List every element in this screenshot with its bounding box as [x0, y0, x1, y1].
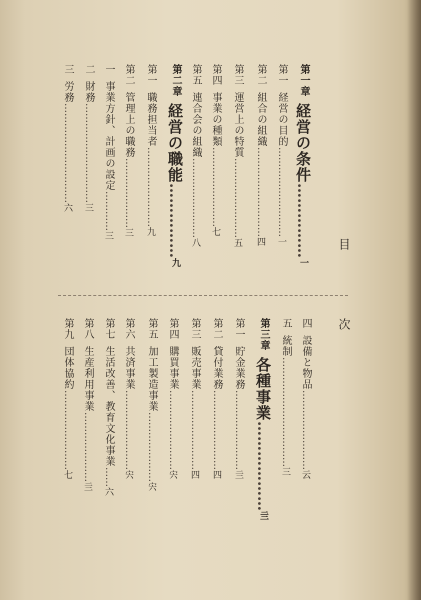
toc-entry-title: 購買事業 [167, 346, 178, 390]
toc-entry-title: 共済事業 [123, 346, 134, 390]
toc-entry-leader: …… [103, 467, 114, 487]
toc-entry-page: 七 [62, 470, 72, 480]
toc-entry-leader: …………………… [233, 390, 244, 470]
toc-entry-number: 五 [280, 318, 291, 329]
toc-entry-page: 亖 [82, 482, 92, 492]
toc-entry-lower-2 [255, 318, 270, 521]
toc-entry-upper-6 [167, 64, 182, 268]
toc-entry-lower-7 [146, 318, 156, 492]
toc-entry-number: 三 [62, 64, 73, 75]
toc-entry-lower-3 [233, 318, 243, 480]
toc-entry-upper-2 [255, 64, 265, 247]
toc-entry-page: 八 [190, 238, 200, 248]
toc-entry-upper-3 [232, 64, 242, 248]
toc-entry-title: 財務 [83, 81, 94, 103]
toc-entry-lower-0 [300, 318, 310, 480]
toc-entry-number: 第三 [232, 64, 243, 86]
toc-title-ji: 次 [337, 318, 351, 334]
toc-entry-page: 七 [210, 227, 220, 237]
toc-entry-page: 四 [189, 470, 199, 480]
toc-entry-page: 一 [276, 237, 286, 247]
toc-entry-leader: ……………………… [255, 147, 266, 237]
toc-entry-title: 貸付業務 [211, 346, 222, 390]
toc-entry-page: 云 [300, 470, 310, 480]
toc-entry-number: 第五 [190, 64, 201, 86]
toc-entry-title: 加工製造事業 [146, 346, 157, 412]
toc-entry-leader: ……………… [254, 421, 272, 511]
toc-entry-upper-9 [103, 64, 113, 241]
toc-entry-leader: …………………… [123, 390, 134, 470]
toc-entry-page: 六 [62, 203, 72, 213]
toc-entry-number: 第六 [123, 318, 134, 340]
toc-entry-title: 各種事業 [254, 357, 272, 421]
toc-entry-leader: …………………… [189, 390, 200, 470]
toc-entry-number: 第一 [276, 64, 287, 86]
toc-entry-upper-5 [190, 64, 200, 248]
toc-entry-title: 設備と物品 [300, 335, 311, 390]
toc-entry-number: 四 [300, 318, 311, 329]
toc-entry-leader: ………………… [82, 412, 93, 482]
toc-entry-page: 三 [280, 467, 290, 477]
toc-entry-number: 第九 [62, 318, 73, 340]
toc-entry-lower-9 [103, 318, 113, 497]
toc-entry-upper-10 [83, 64, 93, 213]
toc-entry-title: 統制 [280, 335, 291, 357]
toc-entry-upper-11 [62, 64, 72, 213]
toc-entry-title: 生産利用事業 [82, 346, 93, 412]
toc-entry-title: 経営の条件 [294, 103, 312, 183]
toc-entry-leader: …………………… [210, 147, 221, 227]
toc-entry-number: 第三 [189, 318, 200, 340]
toc-entry-leader: …………………… [211, 390, 222, 470]
toc-entry-leader: …………………… [232, 158, 243, 238]
toc-entry-title: 連合会の組織 [190, 92, 201, 158]
toc-entry-title: 事業の種類 [210, 92, 221, 147]
toc-entry-page: 四 [211, 470, 221, 480]
toc-entry-title: 運営上の特質 [232, 92, 243, 158]
toc-entry-lower-6 [167, 318, 177, 480]
toc-entry-upper-7 [145, 64, 155, 237]
toc-entry-upper-4 [210, 64, 220, 237]
toc-entry-number: 第四 [167, 318, 178, 340]
toc-entry-number: 第四 [210, 64, 221, 86]
toc-entry-number: 第五 [146, 318, 157, 340]
toc-entry-title: 貯金業務 [233, 346, 244, 390]
toc-entry-title: 販売事業 [189, 346, 200, 390]
toc-entry-number: 一 [103, 64, 114, 75]
toc-entry-title: 労務 [62, 81, 73, 103]
toc-entry-lower-11 [62, 318, 72, 480]
toc-entry-page: 三 [83, 203, 93, 213]
toc-entry-number: 第二章 [170, 64, 181, 97]
toc-entry-number: 第八 [82, 318, 93, 340]
toc-entry-page: 亖 [233, 470, 243, 480]
toc-entry-number: 第一 [145, 64, 156, 86]
toc-entry-upper-8 [123, 64, 133, 238]
toc-entry-lower-4 [211, 318, 221, 480]
toc-entry-upper-0 [295, 64, 310, 268]
toc-entry-leader: …………………… [167, 390, 178, 470]
toc-entry-number: 第一 [233, 318, 244, 340]
toc-entry-title: 経営の目的 [276, 92, 287, 147]
toc-entry-title: 団体協約 [62, 346, 73, 390]
toc-entry-page: 四 [255, 237, 265, 247]
toc-entry-page: 三 [123, 228, 133, 238]
toc-title-moku: 目 [337, 238, 351, 254]
toc-entry-leader: …………………………… [280, 357, 291, 467]
toc-entry-leader: ……………………… [276, 147, 287, 237]
toc-entry-leader: ………………………… [62, 103, 73, 203]
toc-entry-title: 事業方針、計画の設定 [103, 81, 114, 191]
toc-entry-leader: ………………… [146, 412, 157, 482]
toc-entry-upper-1 [276, 64, 286, 247]
toc-entry-number: 第二 [123, 64, 134, 86]
toc-entry-leader: …………… [294, 183, 312, 258]
toc-entry-title: 生活改善、教育文化事業 [103, 346, 114, 467]
toc-entry-number: 第三章 [258, 318, 269, 351]
toc-entry-page: 三 [103, 231, 113, 241]
toc-entry-page: 一 [298, 258, 308, 268]
toc-entry-number: 第二 [211, 318, 222, 340]
toc-entry-page: 五 [232, 238, 242, 248]
toc-entry-lower-10 [82, 318, 92, 492]
toc-entry-title: 経営の職能 [166, 103, 184, 183]
toc-entry-title: 管理上の職務 [123, 92, 134, 158]
toc-entry-leader: …………………… [300, 390, 311, 470]
toc-entry-leader: ………… [103, 191, 114, 231]
toc-entry-title: 組合の組織 [255, 92, 266, 147]
toc-entry-leader: …………………… [145, 147, 156, 227]
toc-entry-leader: ………………… [123, 158, 134, 228]
toc-entry-page: 宍 [123, 470, 133, 480]
toc-entry-page: 九 [170, 258, 180, 268]
section-divider [58, 295, 348, 296]
page-edge-shadow [407, 0, 421, 600]
toc-entry-leader: …………………… [190, 158, 201, 238]
toc-entry-leader: …………… [166, 183, 184, 258]
toc-entry-lower-1 [280, 318, 290, 477]
toc-entry-leader: …………………… [62, 390, 73, 470]
toc-entry-lower-8 [123, 318, 133, 480]
toc-entry-number: 二 [83, 64, 94, 75]
toc-entry-number: 第二 [255, 64, 266, 86]
toc-entry-number: 第一章 [298, 64, 309, 97]
toc-entry-title: 職務担当者 [145, 92, 156, 147]
toc-entry-leader: ………………………… [83, 103, 94, 203]
toc-entry-page: 九 [145, 227, 155, 237]
toc-entry-page: 亖 [258, 511, 268, 521]
toc-entry-number: 第七 [103, 318, 114, 340]
toc-entry-page: 六 [103, 487, 113, 497]
toc-entry-lower-5 [189, 318, 199, 480]
toc-entry-page: 宍 [146, 482, 156, 492]
toc-entry-page: 宍 [167, 470, 177, 480]
